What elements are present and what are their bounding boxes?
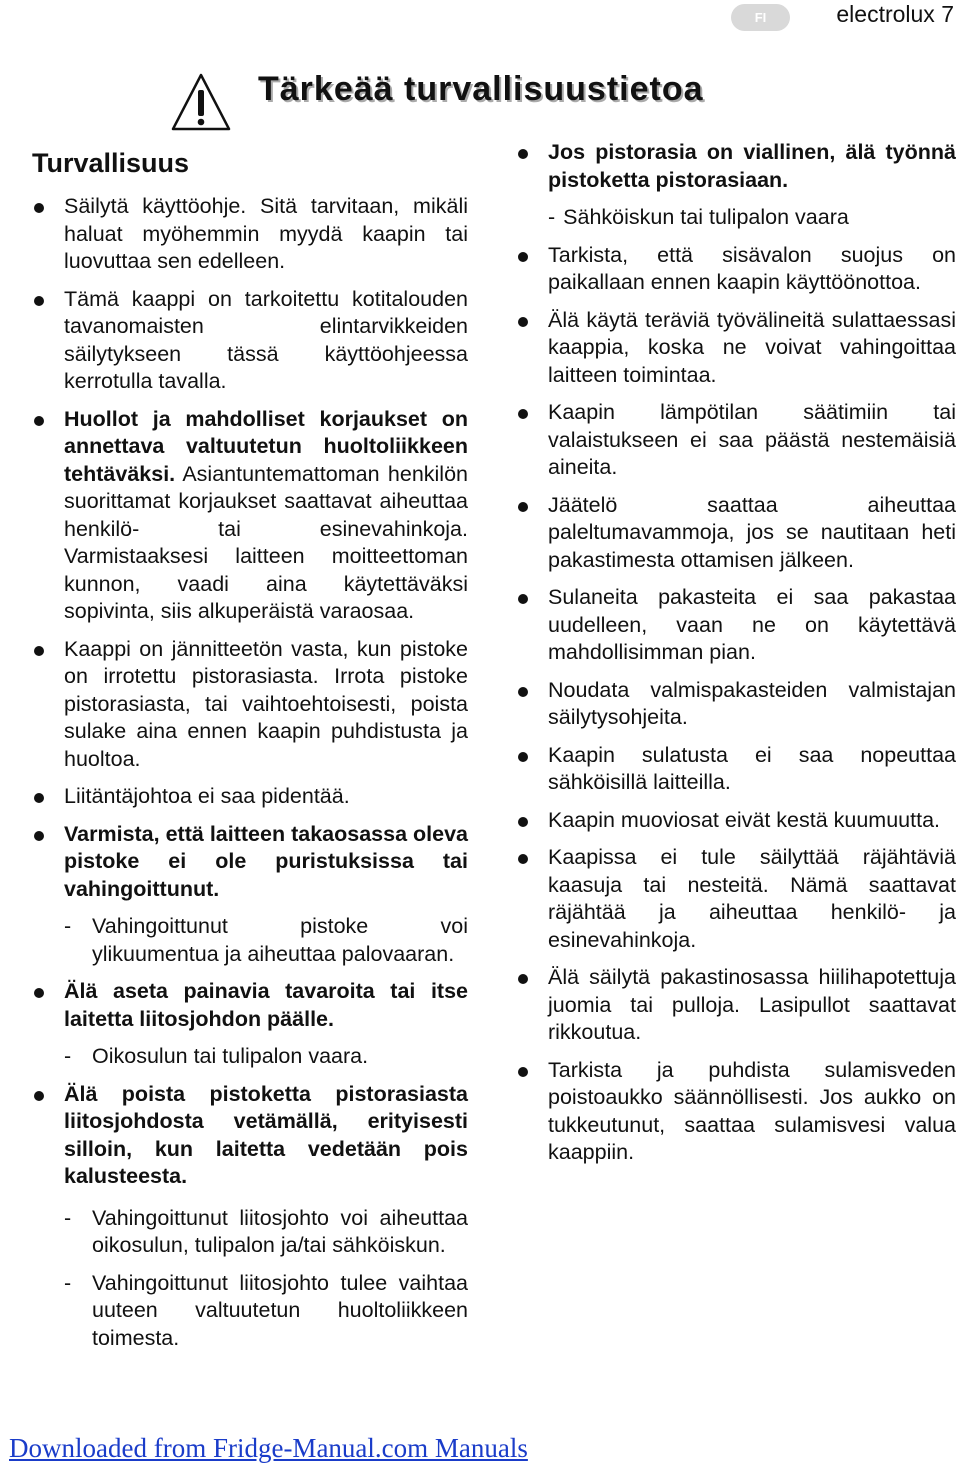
list-item <box>28 978 468 1033</box>
item-bold-text: Älä aseta painavia tavaroita tai itse laitetta liitosjohdon päälle. <box>64 979 468 1031</box>
language-badge: FI <box>731 4 790 31</box>
bullet-icon <box>518 854 528 864</box>
page-title: Tärkeää turvallisuustietoa <box>258 70 704 108</box>
sub-item <box>512 204 956 232</box>
download-source-link[interactable]: Downloaded from Fridge-Manual.com Manuals <box>9 1433 528 1463</box>
list-item <box>512 1057 956 1167</box>
item-text: Kaapin muoviosat eivät kestä kuumuutta. <box>548 807 940 832</box>
list-item <box>512 139 956 194</box>
dash-icon: - <box>64 1270 72 1295</box>
item-text: Noudata valmispakasteiden valmistajan säilytysohjeita. <box>548 677 956 729</box>
list-item <box>512 307 956 390</box>
sub-item-text: Sähköiskun tai tulipalon vaara <box>563 205 849 229</box>
item-text: Liitäntäjohtoa ei saa pidentää. <box>64 784 350 808</box>
list-item <box>512 844 956 954</box>
sub-item <box>28 1043 468 1071</box>
dash-icon: - <box>64 1205 72 1230</box>
item-text: Tämä kaappi on tarkoitettu kotitalouden tavanomaisten elintarvikkeiden säilytykseen tässä käyttöohjeessa kerrotulla tavalla. <box>64 286 468 393</box>
item-text: Tarkista, että sisävalon suojus on paikallaan ennen kaapin käyttöönottoa. <box>548 242 956 294</box>
item-text: Älä säilytä pakastinosassa hiilihapotettuja juomia tai pulloja. Lasipullot saattavat rikkoutua. <box>548 965 956 1044</box>
item-text: Tarkista ja puhdista sulamisveden poistoaukko säännöllisesti. Jos aukko on tukkeutunut, saattaa sulamisvesi valua kaappiin. <box>548 1057 956 1164</box>
sub-item <box>28 913 468 968</box>
bullet-icon <box>34 988 44 998</box>
bullet-icon <box>34 831 44 841</box>
item-bold-text: Jos pistorasia on viallinen, älä työnnä pistoketta pistorasiaan. <box>548 140 956 192</box>
bullet-icon <box>518 409 528 419</box>
list-item <box>28 286 468 396</box>
section-title: Turvallisuus <box>32 148 190 178</box>
bullet-icon <box>518 502 528 512</box>
item-plain-text: Asiantuntemattoman henkilön suorittamat korjaukset saattavat aiheuttaa henkilö- tai esinevahinkoja. Varmistaaksesi laitteen moitteettoman kunnon, vaadi aina käytettäväksi sopivinta, siis alkuperäistä varaosaa. <box>64 461 468 623</box>
item-bold-text: Älä poista pistoketta pistorasiasta liitosjohdosta vetämällä, erityisesti silloin, kun laitetta vedetään pois kalusteesta. <box>64 1081 468 1188</box>
bullet-icon <box>518 149 528 159</box>
bullet-icon <box>34 793 44 803</box>
list-item <box>512 492 956 575</box>
dash-icon: - <box>64 914 72 938</box>
list-item <box>512 807 956 835</box>
right-column <box>512 139 956 1177</box>
sub-item-text: Vahingoittunut liitosjohto voi aiheuttaa oikosulun, tulipalon ja/tai sähköiskun. <box>92 1205 468 1257</box>
sub-item <box>28 1205 468 1260</box>
bullet-icon <box>34 1091 44 1101</box>
item-text: Sulaneita pakasteita ei saa pakastaa uudelleen, vaan ne on käytettävä mahdollisimman pian. <box>548 585 956 664</box>
list-item <box>512 399 956 482</box>
list-item <box>28 1081 468 1191</box>
item-bold-text: Varmista, että laitteen takaosassa oleva pistoke ei ole puristuksissa tai vahingoittunut. <box>64 821 468 901</box>
left-column <box>28 148 468 1362</box>
bullet-icon <box>518 974 528 984</box>
bullet-icon <box>34 416 44 426</box>
list-item <box>512 742 956 797</box>
bullet-icon <box>518 687 528 697</box>
item-text <box>64 406 468 626</box>
item-text: Säilytä käyttöohje. Sitä tarvitaan, mikäli haluat myöhemmin myydä kaapin tai luovuttaa sen edelleen. <box>64 194 468 273</box>
bullet-icon <box>518 817 528 827</box>
sub-item-text: Vahingoittunut pistoke voi ylikuumentua ja aiheuttaa palovaaran. <box>92 914 468 966</box>
dash-icon: - <box>548 205 556 229</box>
list-item <box>512 584 956 667</box>
item-text: Kaapissa ei tule säilyttää räjähtäviä kaasuja tai nesteitä. Nämä saattavat räjähtää ja aiheuttaa henkilö- ja esinevahinkoja. <box>548 845 956 952</box>
list-item <box>28 406 468 626</box>
sub-item-text: Vahingoittunut liitosjohto tulee vaihtaa uuteen valtuutetun huoltoliikkeen toimesta. <box>92 1270 468 1350</box>
list-item <box>28 783 468 811</box>
item-bold-text: Huollot ja mahdolliset korjaukset on annettava valtuutetun huoltoliikkeen tehtäväksi. <box>64 406 468 486</box>
list-item <box>28 821 468 904</box>
item-text: Kaapin lämpötilan säätimiin tai valaistukseen ei saa päästä nestemäisiä aineita. <box>548 400 956 479</box>
brand-page-number: electrolux 7 <box>836 1 954 27</box>
sub-item-text: Oikosulun tai tulipalon vaara. <box>92 1044 369 1068</box>
dash-icon: - <box>64 1044 72 1068</box>
list-item <box>512 964 956 1047</box>
list-item <box>28 636 468 774</box>
bullet-icon <box>518 594 528 604</box>
list-item <box>28 193 468 276</box>
list-item <box>512 677 956 732</box>
item-text: Älä käytä teräviä työvälineitä sulattaessasi kaappia, koska ne voivat vahingoittaa laitteen toimintaa. <box>548 307 956 387</box>
bullet-icon <box>34 203 44 213</box>
item-text: Kaappi on jännitteetön vasta, kun pistoke on irrotettu pistorasiasta. Irrota pistoke pistorasiasta, tai vaihtoehtoisesti, poista sulake aina ennen kaapin puhdistusta ja huoltoa. <box>64 636 468 771</box>
bullet-icon <box>518 1067 528 1077</box>
bullet-icon <box>518 752 528 762</box>
sub-item <box>28 1270 468 1353</box>
list-item <box>512 242 956 297</box>
bullet-icon <box>518 252 528 262</box>
bullet-icon <box>34 646 44 656</box>
item-text: Jäätelö saattaa aiheuttaa paleltumavammoja, jos se nautitaan heti pakastimesta ottamisen jälkeen. <box>548 492 956 572</box>
warning-triangle-icon <box>170 72 232 132</box>
item-text: Kaapin sulatusta ei saa nopeuttaa sähköisillä laitteilla. <box>548 742 956 794</box>
bullet-icon <box>34 296 44 306</box>
bullet-icon <box>518 317 528 327</box>
